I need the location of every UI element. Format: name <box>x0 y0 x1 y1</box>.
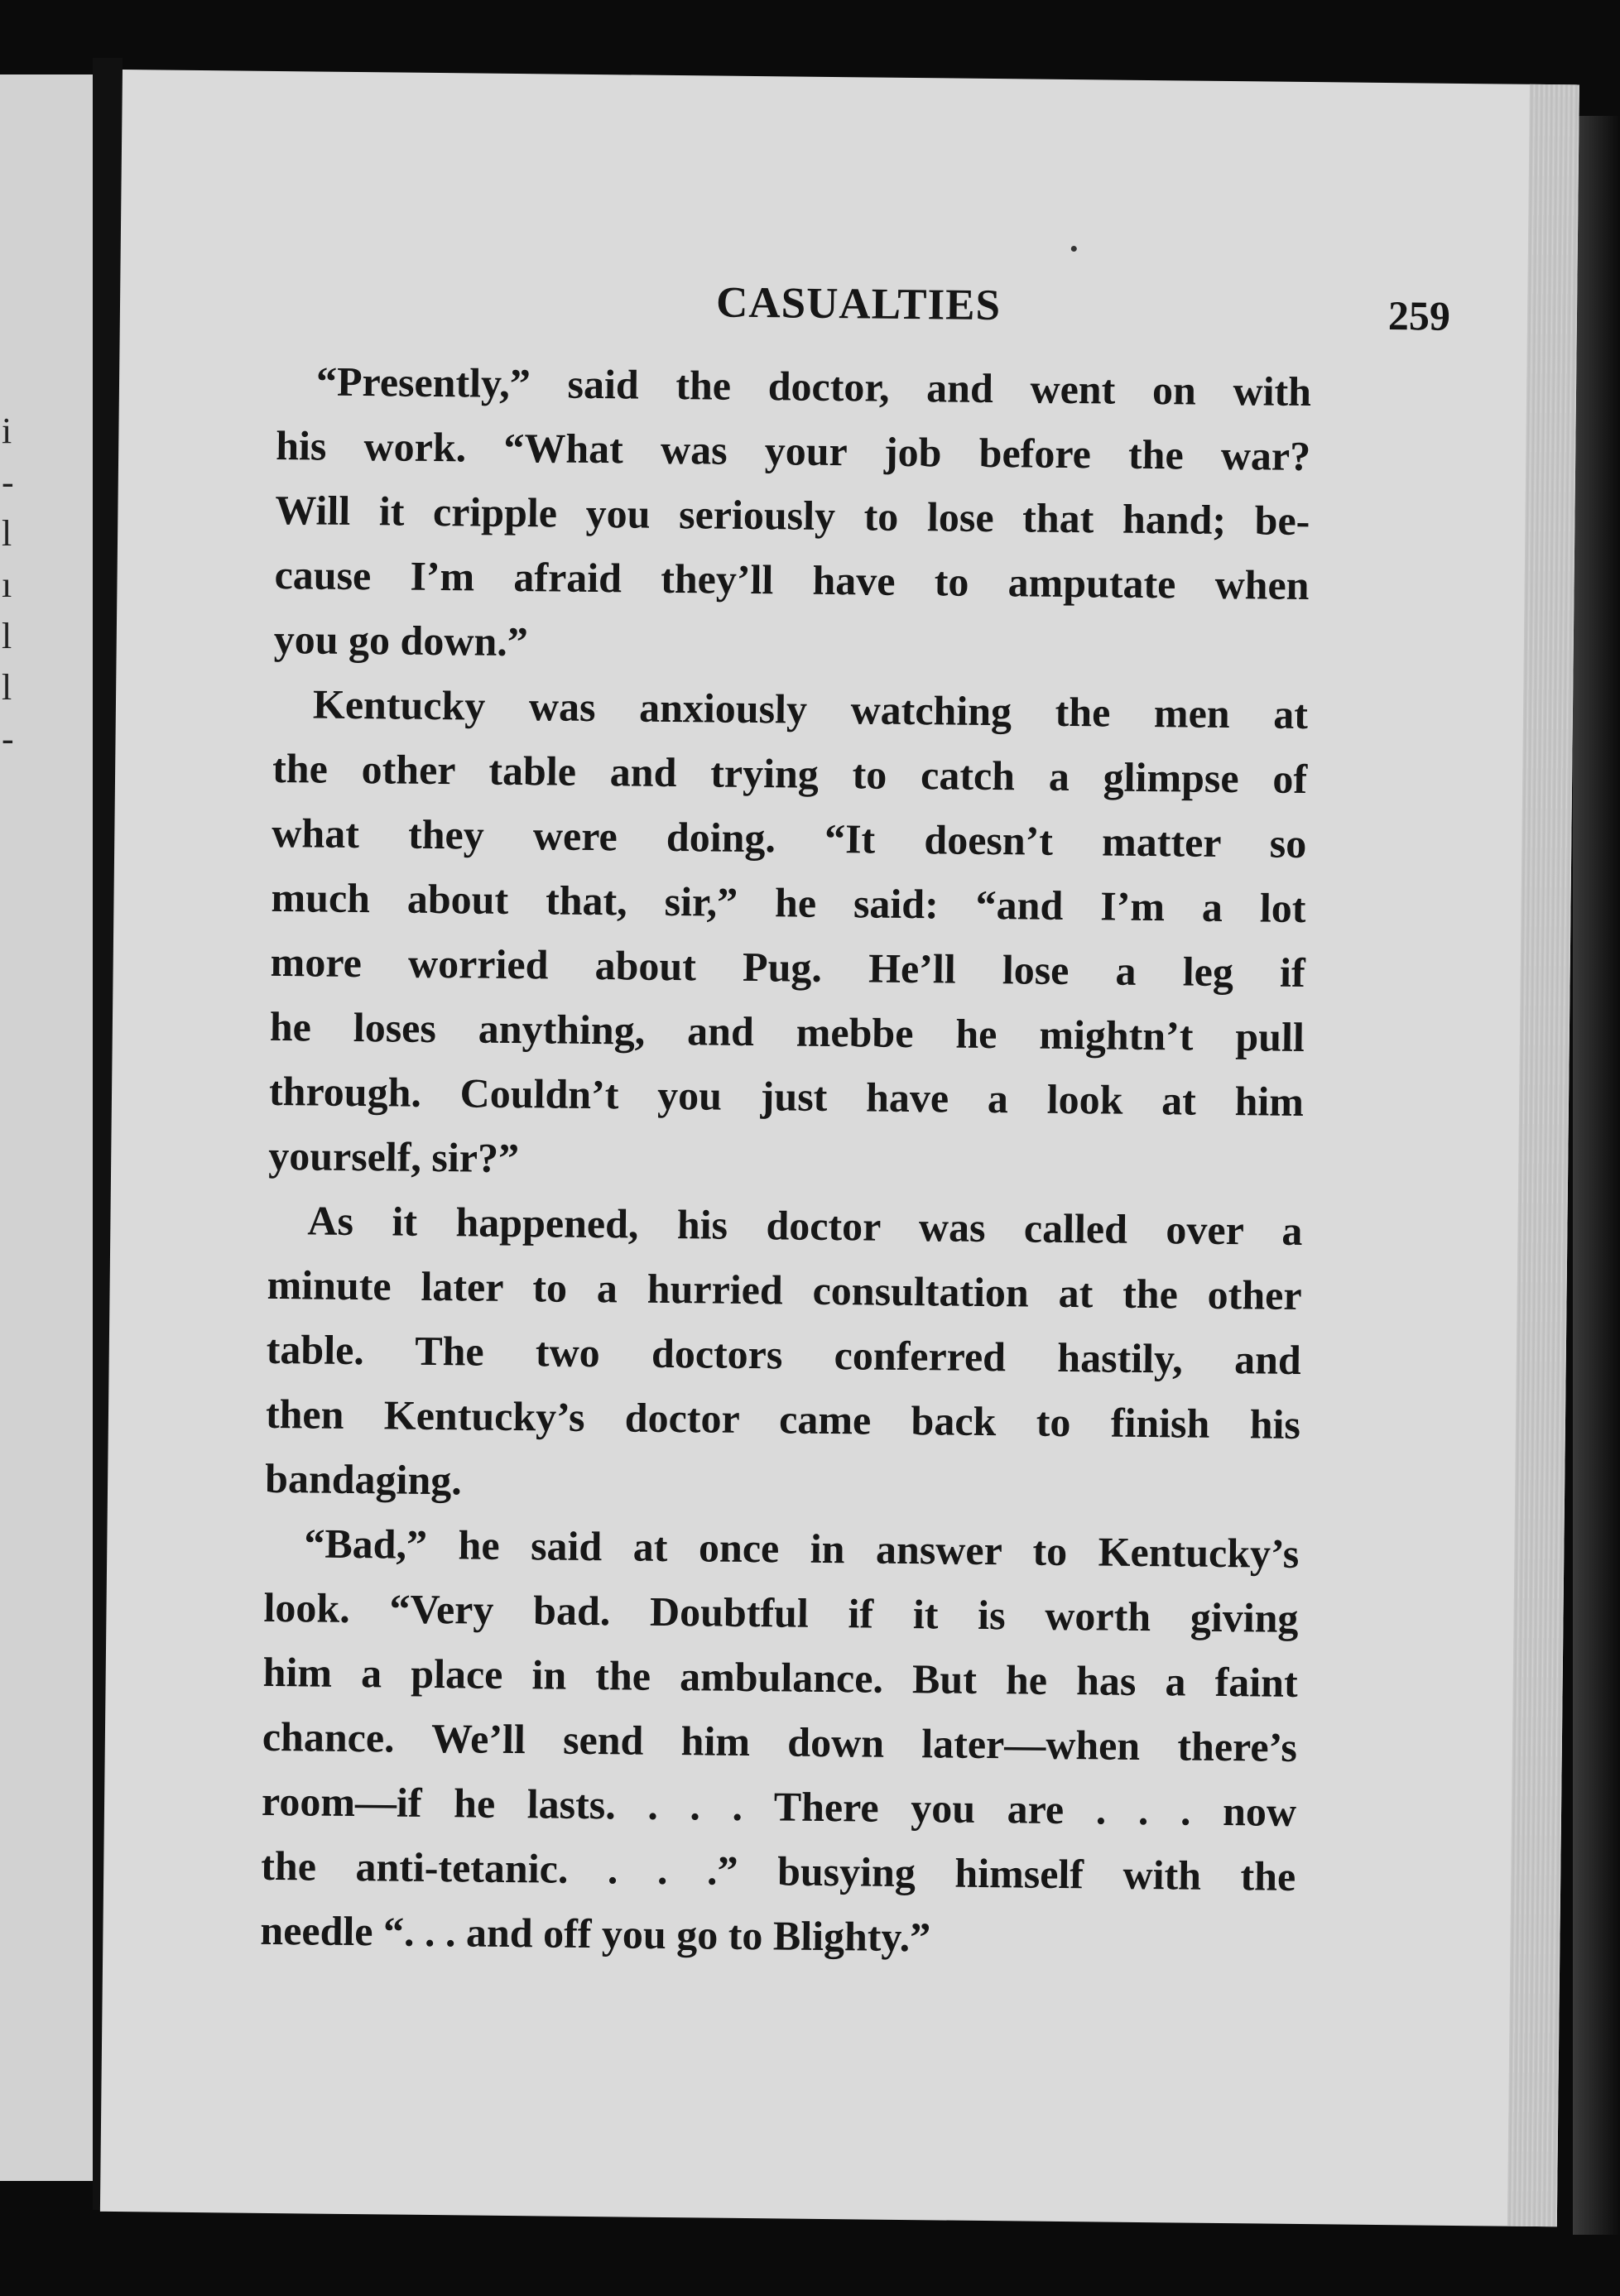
text-line: As it happened, his doctor was called over a <box>307 1197 1303 1255</box>
text-line: “Bad,” he said at once in answer to Kentucky’s <box>304 1520 1300 1577</box>
running-head-title: CASUALTIES <box>715 278 1002 330</box>
text-line: look. “Very bad. Doubtful if it is worth giving <box>263 1583 1299 1641</box>
body-text <box>260 348 1311 1973</box>
text-line: him a place in the ambulance. But he has a faint <box>262 1648 1298 1706</box>
text-line: “Presently,” said the doctor, and went on with <box>315 358 1312 415</box>
paragraph-2 <box>268 671 1308 1198</box>
left-page-text-fragments: i - l ı l l - <box>2 411 14 759</box>
text-line: yourself, sir?” <box>267 1131 520 1182</box>
text-line: the other table and trying to catch a glimpse of <box>272 744 1308 803</box>
running-head <box>627 276 1451 343</box>
text-line: more worried about Pug. He’ll lose a leg if <box>270 938 1305 997</box>
text-line: you go down.” <box>273 615 529 665</box>
paragraph-3 <box>265 1188 1303 1521</box>
book-page <box>100 70 1579 2226</box>
left-page-edge <box>0 74 93 2181</box>
scan-speck <box>1071 246 1077 252</box>
text-line: table. The two doctors conferred hastily, and <box>266 1325 1302 1383</box>
text-line: Will it cripple you seriously to lose that hand; be- <box>275 486 1310 545</box>
page-number: 259 <box>1387 292 1451 339</box>
right-shadow <box>1573 116 1620 2235</box>
text-line: the anti-tetanic. . . .” busying himself with the <box>260 1842 1296 1900</box>
page-edge-stack <box>1507 84 1579 2226</box>
text-line: chance. We’ll send him down later—when there’s <box>262 1712 1298 1770</box>
text-line: much about that, sir,” he said: “and I’m a lot <box>271 873 1306 932</box>
text-line: his work. “What was your job before the war? <box>275 421 1311 480</box>
text-line: cause I’m afraid they’ll have to amputate when <box>274 550 1310 609</box>
text-line: Kentucky was anxiously watching the men at <box>312 680 1309 738</box>
text-line: then Kentucky’s doctor came back to finish his <box>265 1390 1301 1448</box>
text-line: minute later to a hurried consultation at the other <box>267 1261 1302 1319</box>
paragraph-1 <box>273 348 1311 682</box>
text-line: room—if he lasts. . . . There you are . . . now <box>261 1777 1297 1835</box>
text-line: needle “. . . and off you go to Blighty.” <box>260 1906 931 1961</box>
text-line: bandaging. <box>264 1454 463 1504</box>
text-line: what they were doing. “It doesn’t matter so <box>272 809 1307 867</box>
text-line: through. Couldn’t you just have a look at him <box>268 1067 1305 1126</box>
text-line: he loses anything, and mebbe he mightn’t pull <box>269 1002 1305 1061</box>
paragraph-4 <box>260 1511 1300 1973</box>
